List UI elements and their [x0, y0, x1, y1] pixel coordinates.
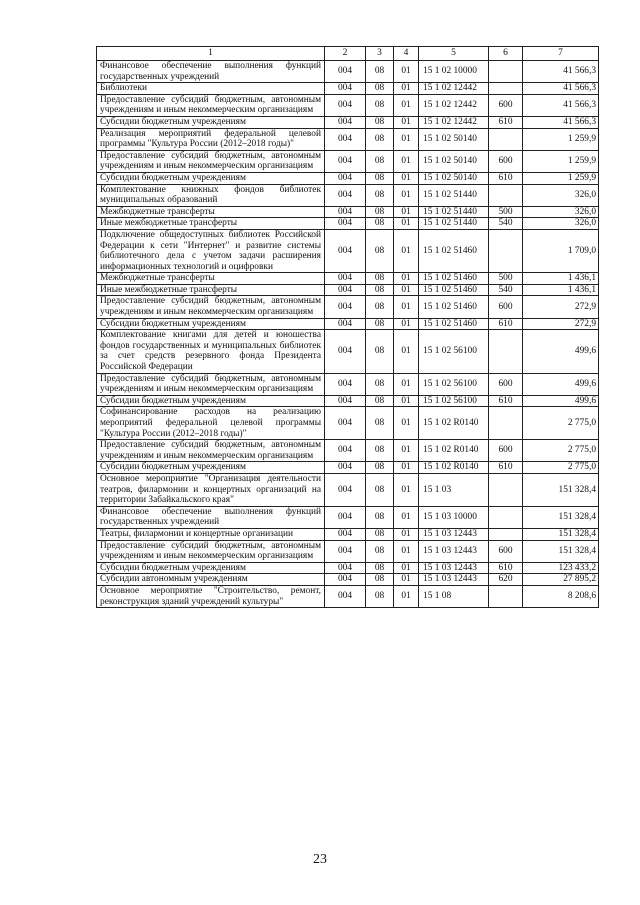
row-name-cell: Межбюджетные трансферты	[97, 273, 325, 285]
amount-cell: 326,0	[523, 184, 599, 206]
amount-cell: 2 775,0	[523, 462, 599, 474]
subsection-code-cell: 01	[394, 562, 419, 574]
header-cell: 5	[419, 47, 489, 61]
section-code-cell: 08	[366, 318, 394, 330]
subsection-code-cell: 01	[394, 395, 419, 407]
header-row	[97, 47, 599, 61]
table-row	[97, 273, 599, 285]
target-article-cell: 15 1 02 12442	[419, 94, 489, 116]
section-code-cell: 08	[366, 94, 394, 116]
ministry-code-cell: 004	[325, 218, 366, 230]
expense-type-cell: 610	[489, 116, 523, 128]
target-article-cell: 15 1 02 50140	[419, 150, 489, 172]
amount-cell: 123 433,2	[523, 562, 599, 574]
amount-cell: 1 436,1	[523, 273, 599, 285]
subsection-code-cell: 01	[394, 528, 419, 540]
section-code-cell: 08	[366, 373, 394, 395]
target-article-cell: 15 1 02 51460	[419, 273, 489, 285]
row-name-cell: Предоставление субсидий бюджетным, автономным учреждениям и иным некоммерческим организациям	[97, 296, 325, 318]
ministry-code-cell: 004	[325, 373, 366, 395]
table-row	[97, 284, 599, 296]
row-name-cell: Субсидии бюджетным учреждениям	[97, 462, 325, 474]
row-name-cell: Основное мероприятие "Организация деятельности театров, филармонии и концертных организаций на территории Забайкальского края"	[97, 473, 325, 506]
row-name-cell: Иные межбюджетные трансферты	[97, 284, 325, 296]
subsection-code-cell: 01	[394, 218, 419, 230]
ministry-code-cell: 004	[325, 128, 366, 150]
expense-type-cell: 610	[489, 172, 523, 184]
row-name-cell: Субсидии бюджетным учреждениям	[97, 172, 325, 184]
section-code-cell: 08	[366, 296, 394, 318]
section-code-cell: 08	[366, 330, 394, 373]
target-article-cell: 15 1 02 51440	[419, 206, 489, 218]
table-row	[97, 330, 599, 373]
table-row	[97, 172, 599, 184]
subsection-code-cell: 01	[394, 318, 419, 330]
row-name-cell: Предоставление субсидий бюджетным, автономным учреждениям и иным некоммерческим организациям	[97, 94, 325, 116]
ministry-code-cell: 004	[325, 407, 366, 440]
table-row	[97, 462, 599, 474]
section-code-cell: 08	[366, 440, 394, 462]
ministry-code-cell: 004	[325, 273, 366, 285]
table-row	[97, 473, 599, 506]
row-name-cell: Предоставление субсидий бюджетным, автономным учреждениям и иным некоммерческим организациям	[97, 440, 325, 462]
row-name-cell: Театры, филармонии и концертные организации	[97, 528, 325, 540]
subsection-code-cell: 01	[394, 585, 419, 607]
amount-cell: 326,0	[523, 206, 599, 218]
expense-type-cell: 500	[489, 273, 523, 285]
subsection-code-cell: 01	[394, 330, 419, 373]
ministry-code-cell: 004	[325, 284, 366, 296]
table-row	[97, 574, 599, 586]
expense-type-cell: 610	[489, 562, 523, 574]
table-row	[97, 83, 599, 95]
ministry-code-cell: 004	[325, 184, 366, 206]
expense-type-cell: 540	[489, 218, 523, 230]
table-row	[97, 540, 599, 562]
amount-cell: 1 259,9	[523, 150, 599, 172]
target-article-cell: 15 1 02 50140	[419, 172, 489, 184]
subsection-code-cell: 01	[394, 506, 419, 528]
target-article-cell: 15 1 02 51440	[419, 184, 489, 206]
expense-type-cell: 600	[489, 540, 523, 562]
section-code-cell: 08	[366, 528, 394, 540]
row-name-cell: Межбюджетные трансферты	[97, 206, 325, 218]
amount-cell: 41 566,3	[523, 61, 599, 83]
subsection-code-cell: 01	[394, 273, 419, 285]
section-code-cell: 08	[366, 83, 394, 95]
row-name-cell: Финансовое обеспечение выполнения функций государственных учреждений	[97, 61, 325, 83]
section-code-cell: 08	[366, 184, 394, 206]
table-row	[97, 184, 599, 206]
table-row	[97, 229, 599, 272]
ministry-code-cell: 004	[325, 116, 366, 128]
subsection-code-cell: 01	[394, 540, 419, 562]
page-number: 23	[313, 852, 327, 867]
section-code-cell: 08	[366, 395, 394, 407]
ministry-code-cell: 004	[325, 395, 366, 407]
subsection-code-cell: 01	[394, 373, 419, 395]
expense-type-cell: 610	[489, 318, 523, 330]
header-cell: 7	[523, 47, 599, 61]
amount-cell: 499,6	[523, 395, 599, 407]
amount-cell: 2 775,0	[523, 440, 599, 462]
subsection-code-cell: 01	[394, 206, 419, 218]
table-row	[97, 506, 599, 528]
amount-cell: 151 328,4	[523, 528, 599, 540]
target-article-cell: 15 1 03 12443	[419, 562, 489, 574]
table-row	[97, 407, 599, 440]
target-article-cell: 15 1 02 12442	[419, 116, 489, 128]
ministry-code-cell: 004	[325, 94, 366, 116]
section-code-cell: 08	[366, 284, 394, 296]
ministry-code-cell: 004	[325, 506, 366, 528]
target-article-cell: 15 1 02 R0140	[419, 462, 489, 474]
table-row	[97, 218, 599, 230]
expense-type-cell	[489, 528, 523, 540]
ministry-code-cell: 004	[325, 462, 366, 474]
table-row	[97, 562, 599, 574]
row-name-cell: Софинансирование расходов на реализацию мероприятий федеральной целевой программы "Культура России (2012–2018 годы)"	[97, 407, 325, 440]
target-article-cell: 15 1 03	[419, 473, 489, 506]
budget-table	[96, 46, 599, 608]
subsection-code-cell: 01	[394, 83, 419, 95]
header-cell: 4	[394, 47, 419, 61]
target-article-cell: 15 1 03 10000	[419, 506, 489, 528]
expense-type-cell: 610	[489, 395, 523, 407]
target-article-cell: 15 1 02 51460	[419, 296, 489, 318]
subsection-code-cell: 01	[394, 574, 419, 586]
expense-type-cell	[489, 83, 523, 95]
ministry-code-cell: 004	[325, 562, 366, 574]
row-name-cell: Иные межбюджетные трансферты	[97, 218, 325, 230]
target-article-cell: 15 1 02 51460	[419, 284, 489, 296]
expense-type-cell: 540	[489, 284, 523, 296]
subsection-code-cell: 01	[394, 94, 419, 116]
subsection-code-cell: 01	[394, 229, 419, 272]
expense-type-cell: 600	[489, 94, 523, 116]
row-name-cell: Предоставление субсидий бюджетным, автономным учреждениям и иным некоммерческим организациям	[97, 150, 325, 172]
expense-type-cell	[489, 128, 523, 150]
amount-cell: 41 566,3	[523, 83, 599, 95]
section-code-cell: 08	[366, 574, 394, 586]
row-name-cell: Предоставление субсидий бюджетным, автономным учреждениям и иным некоммерческим организациям	[97, 540, 325, 562]
expense-type-cell	[489, 473, 523, 506]
table-row	[97, 61, 599, 83]
amount-cell: 272,9	[523, 318, 599, 330]
target-article-cell: 15 1 02 51460	[419, 229, 489, 272]
ministry-code-cell: 004	[325, 296, 366, 318]
row-name-cell: Комплектование книгами для детей и юношества фондов государственных и муниципальных библиотек за счет средств резервного фонда Президента Российской Федерации	[97, 330, 325, 373]
table-row	[97, 440, 599, 462]
target-article-cell: 15 1 03 12443	[419, 540, 489, 562]
amount-cell: 499,6	[523, 330, 599, 373]
table-row	[97, 128, 599, 150]
target-article-cell: 15 1 08	[419, 585, 489, 607]
amount-cell: 499,6	[523, 373, 599, 395]
subsection-code-cell: 01	[394, 172, 419, 184]
subsection-code-cell: 01	[394, 184, 419, 206]
ministry-code-cell: 004	[325, 540, 366, 562]
ministry-code-cell: 004	[325, 229, 366, 272]
subsection-code-cell: 01	[394, 284, 419, 296]
expense-type-cell	[489, 184, 523, 206]
expense-type-cell	[489, 61, 523, 83]
row-name-cell: Субсидии бюджетным учреждениям	[97, 395, 325, 407]
section-code-cell: 08	[366, 218, 394, 230]
amount-cell: 41 566,3	[523, 116, 599, 128]
target-article-cell: 15 1 02 56100	[419, 330, 489, 373]
table-row	[97, 94, 599, 116]
section-code-cell: 08	[366, 116, 394, 128]
subsection-code-cell: 01	[394, 462, 419, 474]
table-row	[97, 150, 599, 172]
expense-type-cell: 600	[489, 373, 523, 395]
row-name-cell: Подключение общедоступных библиотек Российской Федерации к сети "Интернет" и развитие системы библиотечного дела с учетом задачи расширения информационных технологий и оцифровки	[97, 229, 325, 272]
subsection-code-cell: 01	[394, 296, 419, 318]
expense-type-cell: 600	[489, 440, 523, 462]
amount-cell: 8 208,6	[523, 585, 599, 607]
ministry-code-cell: 004	[325, 83, 366, 95]
ministry-code-cell: 004	[325, 440, 366, 462]
target-article-cell: 15 1 02 56100	[419, 395, 489, 407]
subsection-code-cell: 01	[394, 61, 419, 83]
expense-type-cell: 620	[489, 574, 523, 586]
expense-type-cell: 600	[489, 296, 523, 318]
section-code-cell: 08	[366, 128, 394, 150]
subsection-code-cell: 01	[394, 407, 419, 440]
target-article-cell: 15 1 02 51460	[419, 318, 489, 330]
subsection-code-cell: 01	[394, 128, 419, 150]
target-article-cell: 15 1 02 51440	[419, 218, 489, 230]
ministry-code-cell: 004	[325, 318, 366, 330]
expense-type-cell: 610	[489, 462, 523, 474]
amount-cell: 151 328,4	[523, 506, 599, 528]
row-name-cell: Реализация мероприятий федеральной целевой программы "Культура России (2012–2018 годы)"	[97, 128, 325, 150]
header-cell: 3	[366, 47, 394, 61]
row-name-cell: Финансовое обеспечение выполнения функций государственных учреждений	[97, 506, 325, 528]
expense-type-cell	[489, 330, 523, 373]
row-name-cell: Субсидии бюджетным учреждениям	[97, 116, 325, 128]
ministry-code-cell: 004	[325, 330, 366, 373]
expense-type-cell: 500	[489, 206, 523, 218]
amount-cell: 27 895,2	[523, 574, 599, 586]
amount-cell: 151 328,4	[523, 540, 599, 562]
target-article-cell: 15 1 02 R0140	[419, 407, 489, 440]
section-code-cell: 08	[366, 150, 394, 172]
header-cell: 2	[325, 47, 366, 61]
ministry-code-cell: 004	[325, 528, 366, 540]
ministry-code-cell: 004	[325, 172, 366, 184]
amount-cell: 1 259,9	[523, 128, 599, 150]
target-article-cell: 15 1 02 12442	[419, 83, 489, 95]
row-name-cell: Комплектование книжных фондов библиотек муниципальных образований	[97, 184, 325, 206]
section-code-cell: 08	[366, 585, 394, 607]
section-code-cell: 08	[366, 506, 394, 528]
target-article-cell: 15 1 03 12443	[419, 528, 489, 540]
section-code-cell: 08	[366, 206, 394, 218]
ministry-code-cell: 004	[325, 150, 366, 172]
amount-cell: 2 775,0	[523, 407, 599, 440]
amount-cell: 1 259,9	[523, 172, 599, 184]
section-code-cell: 08	[366, 61, 394, 83]
table-row	[97, 373, 599, 395]
subsection-code-cell: 01	[394, 116, 419, 128]
table-row	[97, 116, 599, 128]
target-article-cell: 15 1 03 12443	[419, 574, 489, 586]
table-row	[97, 318, 599, 330]
expense-type-cell	[489, 585, 523, 607]
header-cell: 1	[97, 47, 325, 61]
subsection-code-cell: 01	[394, 473, 419, 506]
row-name-cell: Субсидии бюджетным учреждениям	[97, 318, 325, 330]
row-name-cell: Предоставление субсидий бюджетным, автономным учреждениям и иным некоммерческим организациям	[97, 373, 325, 395]
table-row	[97, 395, 599, 407]
table-row	[97, 206, 599, 218]
section-code-cell: 08	[366, 229, 394, 272]
ministry-code-cell: 004	[325, 206, 366, 218]
section-code-cell: 08	[366, 273, 394, 285]
expense-type-cell: 600	[489, 150, 523, 172]
ministry-code-cell: 004	[325, 585, 366, 607]
table-row	[97, 296, 599, 318]
target-article-cell: 15 1 02 10000	[419, 61, 489, 83]
table-body	[97, 47, 599, 608]
amount-cell: 1 436,1	[523, 284, 599, 296]
subsection-code-cell: 01	[394, 440, 419, 462]
table-row	[97, 528, 599, 540]
subsection-code-cell: 01	[394, 150, 419, 172]
section-code-cell: 08	[366, 172, 394, 184]
amount-cell: 151 328,4	[523, 473, 599, 506]
target-article-cell: 15 1 02 50140	[419, 128, 489, 150]
target-article-cell: 15 1 02 R0140	[419, 440, 489, 462]
amount-cell: 1 709,0	[523, 229, 599, 272]
amount-cell: 326,0	[523, 218, 599, 230]
expense-type-cell	[489, 506, 523, 528]
section-code-cell: 08	[366, 407, 394, 440]
ministry-code-cell: 004	[325, 473, 366, 506]
section-code-cell: 08	[366, 462, 394, 474]
target-article-cell: 15 1 02 56100	[419, 373, 489, 395]
section-code-cell: 08	[366, 473, 394, 506]
ministry-code-cell: 004	[325, 574, 366, 586]
table-row	[97, 585, 599, 607]
row-name-cell: Субсидии бюджетным учреждениям	[97, 562, 325, 574]
amount-cell: 272,9	[523, 296, 599, 318]
section-code-cell: 08	[366, 562, 394, 574]
amount-cell: 41 566,3	[523, 94, 599, 116]
row-name-cell: Основное мероприятие "Строительство, ремонт, реконструкция зданий учреждений культуры"	[97, 585, 325, 607]
ministry-code-cell: 004	[325, 61, 366, 83]
expense-type-cell	[489, 229, 523, 272]
row-name-cell: Субсидии автономным учреждениям	[97, 574, 325, 586]
expense-type-cell	[489, 407, 523, 440]
header-cell: 6	[489, 47, 523, 61]
row-name-cell: Библиотеки	[97, 83, 325, 95]
section-code-cell: 08	[366, 540, 394, 562]
